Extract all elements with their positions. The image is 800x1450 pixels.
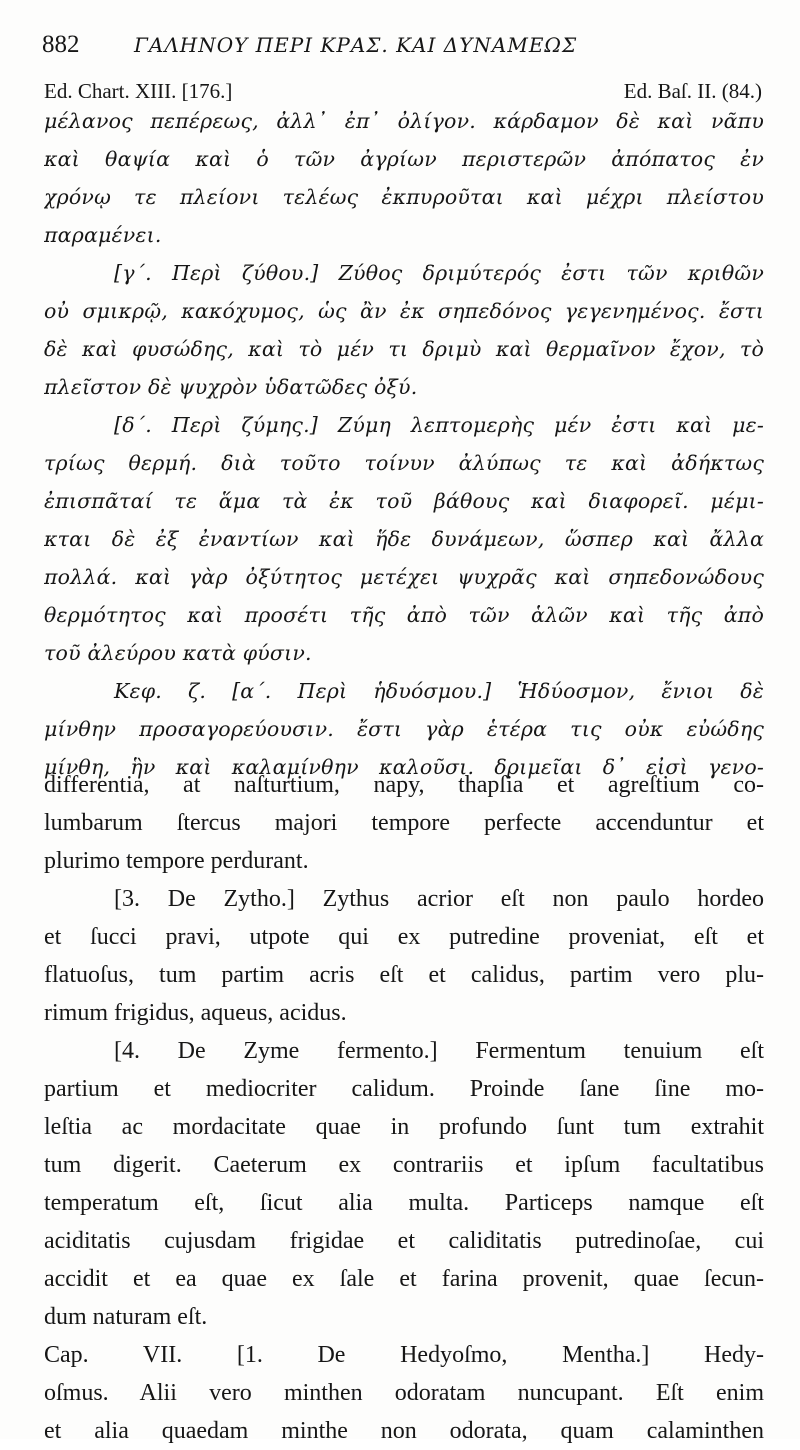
greek-line: χρόνῳ τε πλείονι τελέως ἐκπυροῦται καὶ μέχρι πλείστου [44, 185, 764, 209]
latin-line: et alia quaedam minthe non odorata, quam calaminthen [44, 1418, 764, 1444]
latin-line: oſmus. Alii vero minthen odoratam nuncupant. Eſt enim [44, 1380, 764, 1406]
latin-line: et ſucci pravi, utpote qui ex putredine proveniat, eſt et [44, 924, 764, 950]
greek-text-block [44, 102, 764, 786]
greek-line: τοῦ ἀλεύρου κατὰ φύσιν. [44, 641, 312, 665]
greek-line: δὲ καὶ φυσώδης, καὶ τὸ μέν τι δριμὺ καὶ θερμαῖνον ἔχον, τὸ [44, 337, 764, 361]
greek-line: πολλά. καὶ γὰρ ὀξύτητος μετέχει ψυχρᾶς καὶ σηπεδονώδους [44, 565, 764, 589]
running-title: ΓΑΛΗΝΟΥ ΠΕΡΙ ΚΡΑΣ. ΚΑΙ ΔΥΝΑΜΕΩΣ [134, 33, 578, 57]
greek-line: καὶ θαψία καὶ ὁ τῶν ἀγρίων περιστερῶν ἀπόπατος ἐν [44, 147, 764, 171]
latin-line: differentia, at naſturtium, napy, thapſia et agreſtium co- [44, 772, 764, 798]
latin-line: dum naturam eſt. [44, 1304, 208, 1330]
greek-line: κται δὲ ἐξ ἐναντίων καὶ ἥδε δυνάμεων, ὥσπερ καὶ ἄλλα [44, 527, 764, 551]
latin-line: aciditatis cujusdam frigidae et caliditatis putredinoſae, cui [44, 1228, 764, 1254]
latin-line: rimum frigidus, aqueus, acidus. [44, 1000, 347, 1026]
latin-line: tum digerit. Caeterum ex contrariis et ipſum facultatibus [44, 1152, 764, 1178]
greek-section-heading-zyme: [δ΄. Περὶ ζύμης.] Ζύμη λεπτομερὴς μέν ἐστι καὶ με- [114, 413, 764, 437]
greek-line: οὐ σμικρῷ, κακόχυμος, ὡς ἂν ἐκ σηπεδόνος γεγενημένος. ἔστι [44, 299, 764, 323]
greek-line: πλεῖστον δὲ ψυχρὸν ὑδατῶδες ὀξύ. [44, 375, 418, 399]
latin-section-heading-zytho: [3. De Zytho.] Zythus acrior eſt non paulo hordeo [114, 886, 764, 912]
greek-line: θερμότητος καὶ προσέτι τῆς ἀπὸ τῶν ἁλῶν καὶ τῆς ἀπὸ [44, 603, 764, 627]
latin-line: plurimo tempore perdurant. [44, 848, 309, 874]
latin-line: temperatum eſt, ſicut alia multa. Particeps namque eſt [44, 1190, 764, 1216]
latin-chapter-heading: Cap. VII. [1. De Hedyoſmo, Mentha.] Hedy- [44, 1342, 764, 1368]
greek-section-heading-zythos: [γ΄. Περὶ ζύθου.] Ζύθος δριμύτερός ἐστι τῶν κριθῶν [114, 261, 764, 285]
greek-line: μίνθη, ἣν καὶ καλαμίνθην καλοῦσι. δριμεῖαι δ᾽ εἰσὶ γενο- [44, 755, 764, 779]
greek-line: ἐπισπᾶταί τε ἅμα τὰ ἐκ τοῦ βάθους καὶ διαφορεῖ. μέμι- [44, 489, 764, 513]
running-head [42, 28, 760, 62]
latin-text-block [44, 766, 764, 1450]
latin-line: lumbarum ſtercus majori tempore perfecte accenduntur et [44, 810, 764, 836]
latin-section-heading-zyme: [4. De Zyme fermento.] Fermentum tenuium eſt [114, 1038, 764, 1064]
latin-line: leſtia ac mordacitate quae in profundo ſunt tum extrahit [44, 1114, 764, 1140]
latin-line: flatuoſus, tum partim acris eſt et calidus, partim vero plu- [44, 962, 764, 988]
greek-line: μέλανος πεπέρεως, ἀλλ᾽ ἐπ᾽ ὀλίγον. κάρδαμον δὲ καὶ νᾶπυ [44, 109, 764, 133]
greek-line: τρίως θερμή. διὰ τοῦτο τοίνυν ἀλύπως τε καὶ ἀδήκτως [44, 451, 764, 475]
edition-chart-reference: Ed. Chart. XIII. [176.] [44, 79, 233, 103]
greek-line: παραμένει. [44, 223, 162, 247]
latin-line: partium et mediocriter calidum. Proinde ſane ſine mo- [44, 1076, 764, 1102]
greek-line: μίνθην προσαγορεύουσιν. ἔστι γὰρ ἑτέρα τις οὐκ εὐώδης [44, 717, 764, 741]
latin-line: accidit et ea quae ex ſale et farina provenit, quae ſecun- [44, 1266, 764, 1292]
edition-basel-reference: Ed. Baſ. II. (84.) [623, 79, 762, 103]
greek-chapter-heading: Κεφ. ζ. [α΄. Περὶ ἡδυόσμου.] Ἡδύοσμον, ἔνιοι δὲ [114, 679, 764, 703]
page-number: 882 [42, 31, 80, 58]
